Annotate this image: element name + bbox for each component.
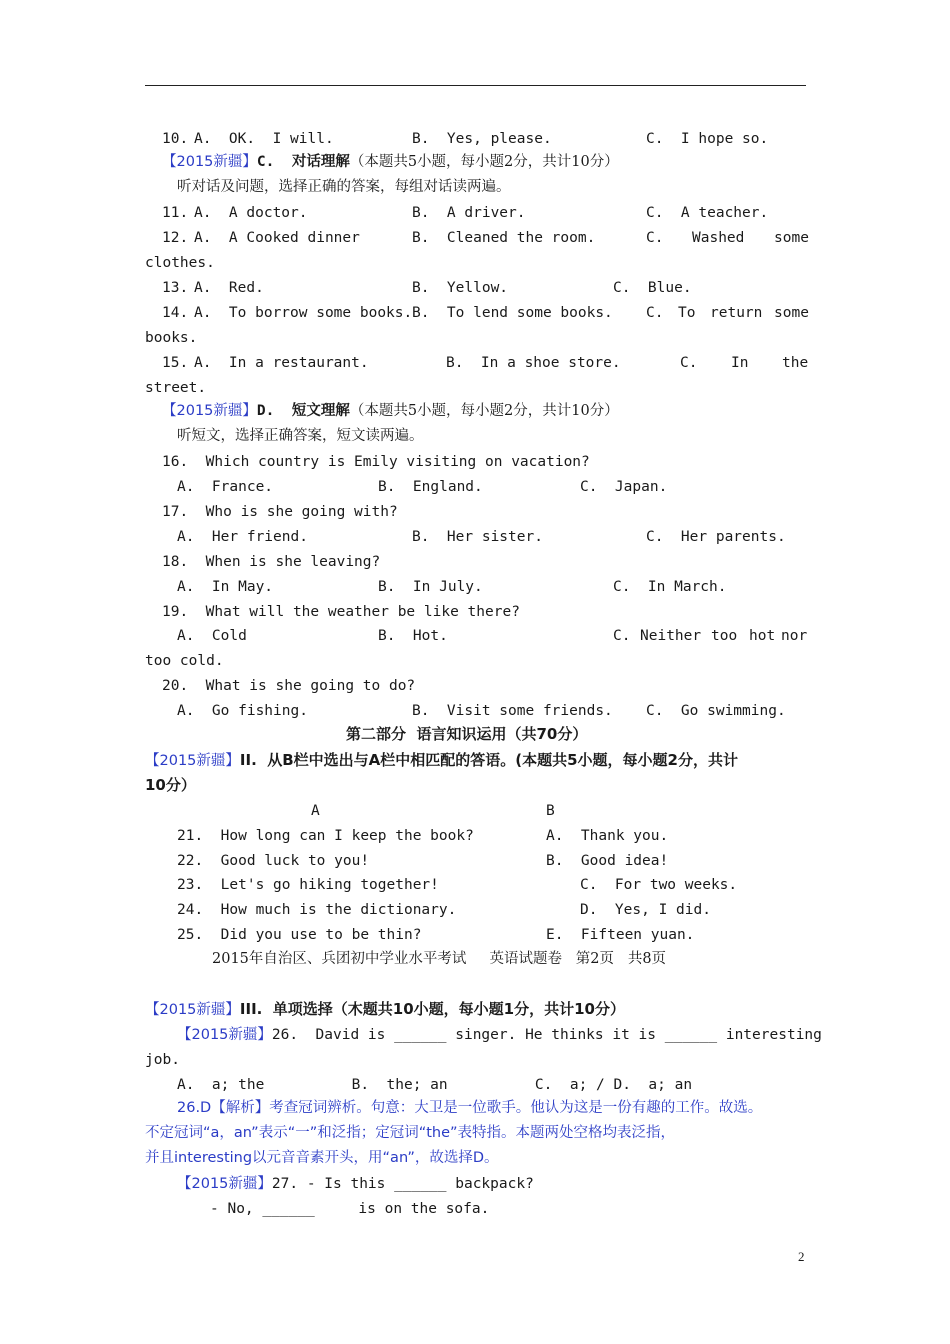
q18-option-b: B. In July. bbox=[378, 579, 483, 595]
q14-number: 14. bbox=[162, 305, 189, 321]
q19-option-b: B. Hot. bbox=[378, 628, 448, 644]
q14-option-c-word1: To bbox=[678, 305, 696, 321]
q10-number: 10. bbox=[162, 131, 189, 147]
section-d-note: （本题共5小题，每小题2分，共计10分） bbox=[349, 403, 619, 419]
source-tag: 【2015新疆】 bbox=[145, 1002, 240, 1018]
source-tag: 【2015新疆】 bbox=[162, 154, 257, 170]
q27-question: 27. - Is this ______ backpack? bbox=[271, 1176, 534, 1192]
q15-number: 15. bbox=[162, 355, 189, 371]
q13-option-a: A. Red. bbox=[194, 280, 264, 296]
analysis-line: 不定冠词“a，an”表示“一”和泛指；定冠词“the”表特指。本题两处空格均表泛指， bbox=[145, 1125, 676, 1141]
q27-answer: - No, ______ is on the sofa. bbox=[210, 1201, 490, 1217]
section-c-title: C. 对话理解 bbox=[256, 154, 350, 170]
q16-question: 16. Which country is Emily visiting on vacation? bbox=[162, 454, 590, 470]
section-iii-title: III. 单项选择（木题共10小题，每小题1分，共计10分） bbox=[239, 1000, 625, 1018]
q15-option-c-word1: In bbox=[731, 355, 749, 371]
q17-question: 17. Who is she going with? bbox=[162, 504, 398, 520]
q12-option-c-word2: some bbox=[774, 230, 809, 246]
q13-option-c: C. Blue. bbox=[613, 280, 692, 296]
q10-option-a: A. OK. I will. bbox=[194, 131, 334, 147]
match-answer: A. Thank you. bbox=[546, 828, 669, 844]
q17-option-a: A. Her friend. bbox=[177, 529, 308, 545]
q16-option-c: C. Japan. bbox=[580, 479, 668, 495]
match-question: 24. How much is the dictionary. bbox=[177, 902, 457, 918]
q11-option-a: A. A doctor. bbox=[194, 205, 308, 221]
match-question: 25. Did you use to be thin? bbox=[177, 927, 422, 943]
q26-question: 26. David is ______ singer. He thinks it is ______ interesting bbox=[271, 1027, 822, 1043]
source-tag: 【2015新疆】 bbox=[177, 1027, 272, 1043]
q14-continuation: books. bbox=[145, 330, 198, 346]
q19-question: 19. What will the weather be like there? bbox=[162, 604, 520, 620]
header-rule bbox=[145, 85, 806, 86]
q26-continuation: job. bbox=[145, 1052, 180, 1068]
section-iii-heading bbox=[145, 1000, 625, 1019]
match-answer: D. Yes, I did. bbox=[580, 902, 711, 918]
column-a-header: A bbox=[311, 803, 320, 819]
section-c-heading bbox=[162, 153, 619, 171]
q15-option-b: B. In a shoe store. bbox=[446, 355, 621, 371]
q12-option-c-word1: Washed bbox=[692, 230, 745, 246]
q19-option-c-word4: nor bbox=[781, 628, 808, 644]
section-d-title: D. 短文理解 bbox=[256, 403, 350, 419]
section-d-heading bbox=[162, 402, 619, 420]
q16-option-a: A. France. bbox=[177, 479, 274, 495]
q12-option-a: A. A Cooked dinner bbox=[194, 230, 360, 246]
q12-number: 12. bbox=[162, 230, 189, 246]
exam-footer: 2015年自治区、兵团初中学业水平考试 英语试题卷 第2页 共8页 bbox=[212, 951, 667, 967]
q17-option-b: B. Her sister. bbox=[412, 529, 543, 545]
q14-option-a: A. To borrow some books. bbox=[194, 305, 413, 321]
section-c-note: （本题共5小题，每小题2分，共计10分） bbox=[349, 154, 619, 170]
q19-option-a: A. Cold bbox=[177, 628, 247, 644]
q20-option-c: C. Go swimming. bbox=[646, 703, 786, 719]
match-question: 22. Good luck to you! bbox=[177, 853, 370, 869]
q20-option-a: A. Go fishing. bbox=[177, 703, 308, 719]
match-answer: B. Good idea! bbox=[546, 853, 669, 869]
column-b-header: B bbox=[546, 803, 555, 819]
q12-option-c-letter: C. bbox=[646, 230, 664, 246]
q19-option-c-word1: Neither bbox=[640, 628, 702, 644]
q18-option-a: A. In May. bbox=[177, 579, 274, 595]
q19-option-c-letter: C. bbox=[613, 628, 631, 644]
section-d-instruction: 听短文，选择正确答案，短文读两遍。 bbox=[177, 428, 424, 444]
section-ii-title-continuation: 10分） bbox=[145, 776, 196, 794]
page-number: 2 bbox=[798, 1249, 805, 1264]
q20-option-b: B. Visit some friends. bbox=[412, 703, 613, 719]
q15-option-a: A. In a restaurant. bbox=[194, 355, 369, 371]
q18-question: 18. When is she leaving? bbox=[162, 554, 381, 570]
q20-question: 20. What is she going to do? bbox=[162, 678, 416, 694]
q19-option-c-word2: too bbox=[711, 628, 738, 644]
part-two-heading: 第二部分 语言知识运用（共70分） bbox=[346, 725, 588, 743]
q17-option-c: C. Her parents. bbox=[646, 529, 786, 545]
q14-option-c-word3: some bbox=[774, 305, 809, 321]
source-tag: 【2015新疆】 bbox=[162, 403, 257, 419]
q26-line bbox=[177, 1026, 822, 1044]
q10-option-c: C. I hope so. bbox=[646, 131, 769, 147]
q11-option-b: B. A driver. bbox=[412, 205, 526, 221]
q15-continuation: street. bbox=[145, 380, 207, 396]
q14-option-b: B. To lend some books. bbox=[412, 305, 613, 321]
match-answer: E. Fifteen yuan. bbox=[546, 927, 695, 943]
section-ii-heading bbox=[145, 751, 738, 770]
q16-option-b: B. England. bbox=[378, 479, 483, 495]
q15-option-c-letter: C. bbox=[680, 355, 698, 371]
q19-continuation: too cold. bbox=[145, 653, 224, 669]
q15-option-c-word2: the bbox=[782, 355, 809, 371]
q13-option-b: B. Yellow. bbox=[412, 280, 509, 296]
q14-option-c-letter: C. bbox=[646, 305, 664, 321]
match-question: 21. How long can I keep the book? bbox=[177, 828, 474, 844]
q10-option-b: B. Yes, please. bbox=[412, 131, 552, 147]
source-tag: 【2015新疆】 bbox=[177, 1176, 272, 1192]
section-c-instruction: 听对话及问题，选择正确的答案，每组对话读两遍。 bbox=[177, 179, 511, 195]
q13-number: 13. bbox=[162, 280, 189, 296]
analysis-line: 并且interesting以元音音素开头，用“an”，故选择D。 bbox=[145, 1150, 499, 1166]
q11-option-c: C. A teacher. bbox=[646, 205, 769, 221]
analysis-line: 26.D【解析】考查冠词辨析。句意：大卫是一位歌手。他认为这是一份有趣的工作。故选。 bbox=[177, 1100, 763, 1116]
match-question: 23. Let's go hiking together! bbox=[177, 877, 439, 893]
q27-line bbox=[177, 1175, 534, 1193]
q12-continuation: clothes. bbox=[145, 255, 215, 271]
q26-options: A. a; the B. the; an C. a; / D. a; an bbox=[177, 1077, 693, 1093]
q11-number: 11. bbox=[162, 205, 189, 221]
q14-option-c-word2: return bbox=[710, 305, 763, 321]
match-answer: C. For two weeks. bbox=[580, 877, 738, 893]
q12-option-b: B. Cleaned the room. bbox=[412, 230, 596, 246]
q18-option-c: C. In March. bbox=[613, 579, 727, 595]
source-tag: 【2015新疆】 bbox=[145, 753, 240, 769]
section-ii-title: II. 从B栏中选出与A栏中相匹配的答语。(本题共5小题，每小题2分，共计 bbox=[239, 751, 738, 769]
q19-option-c-word3: hot bbox=[749, 628, 776, 644]
